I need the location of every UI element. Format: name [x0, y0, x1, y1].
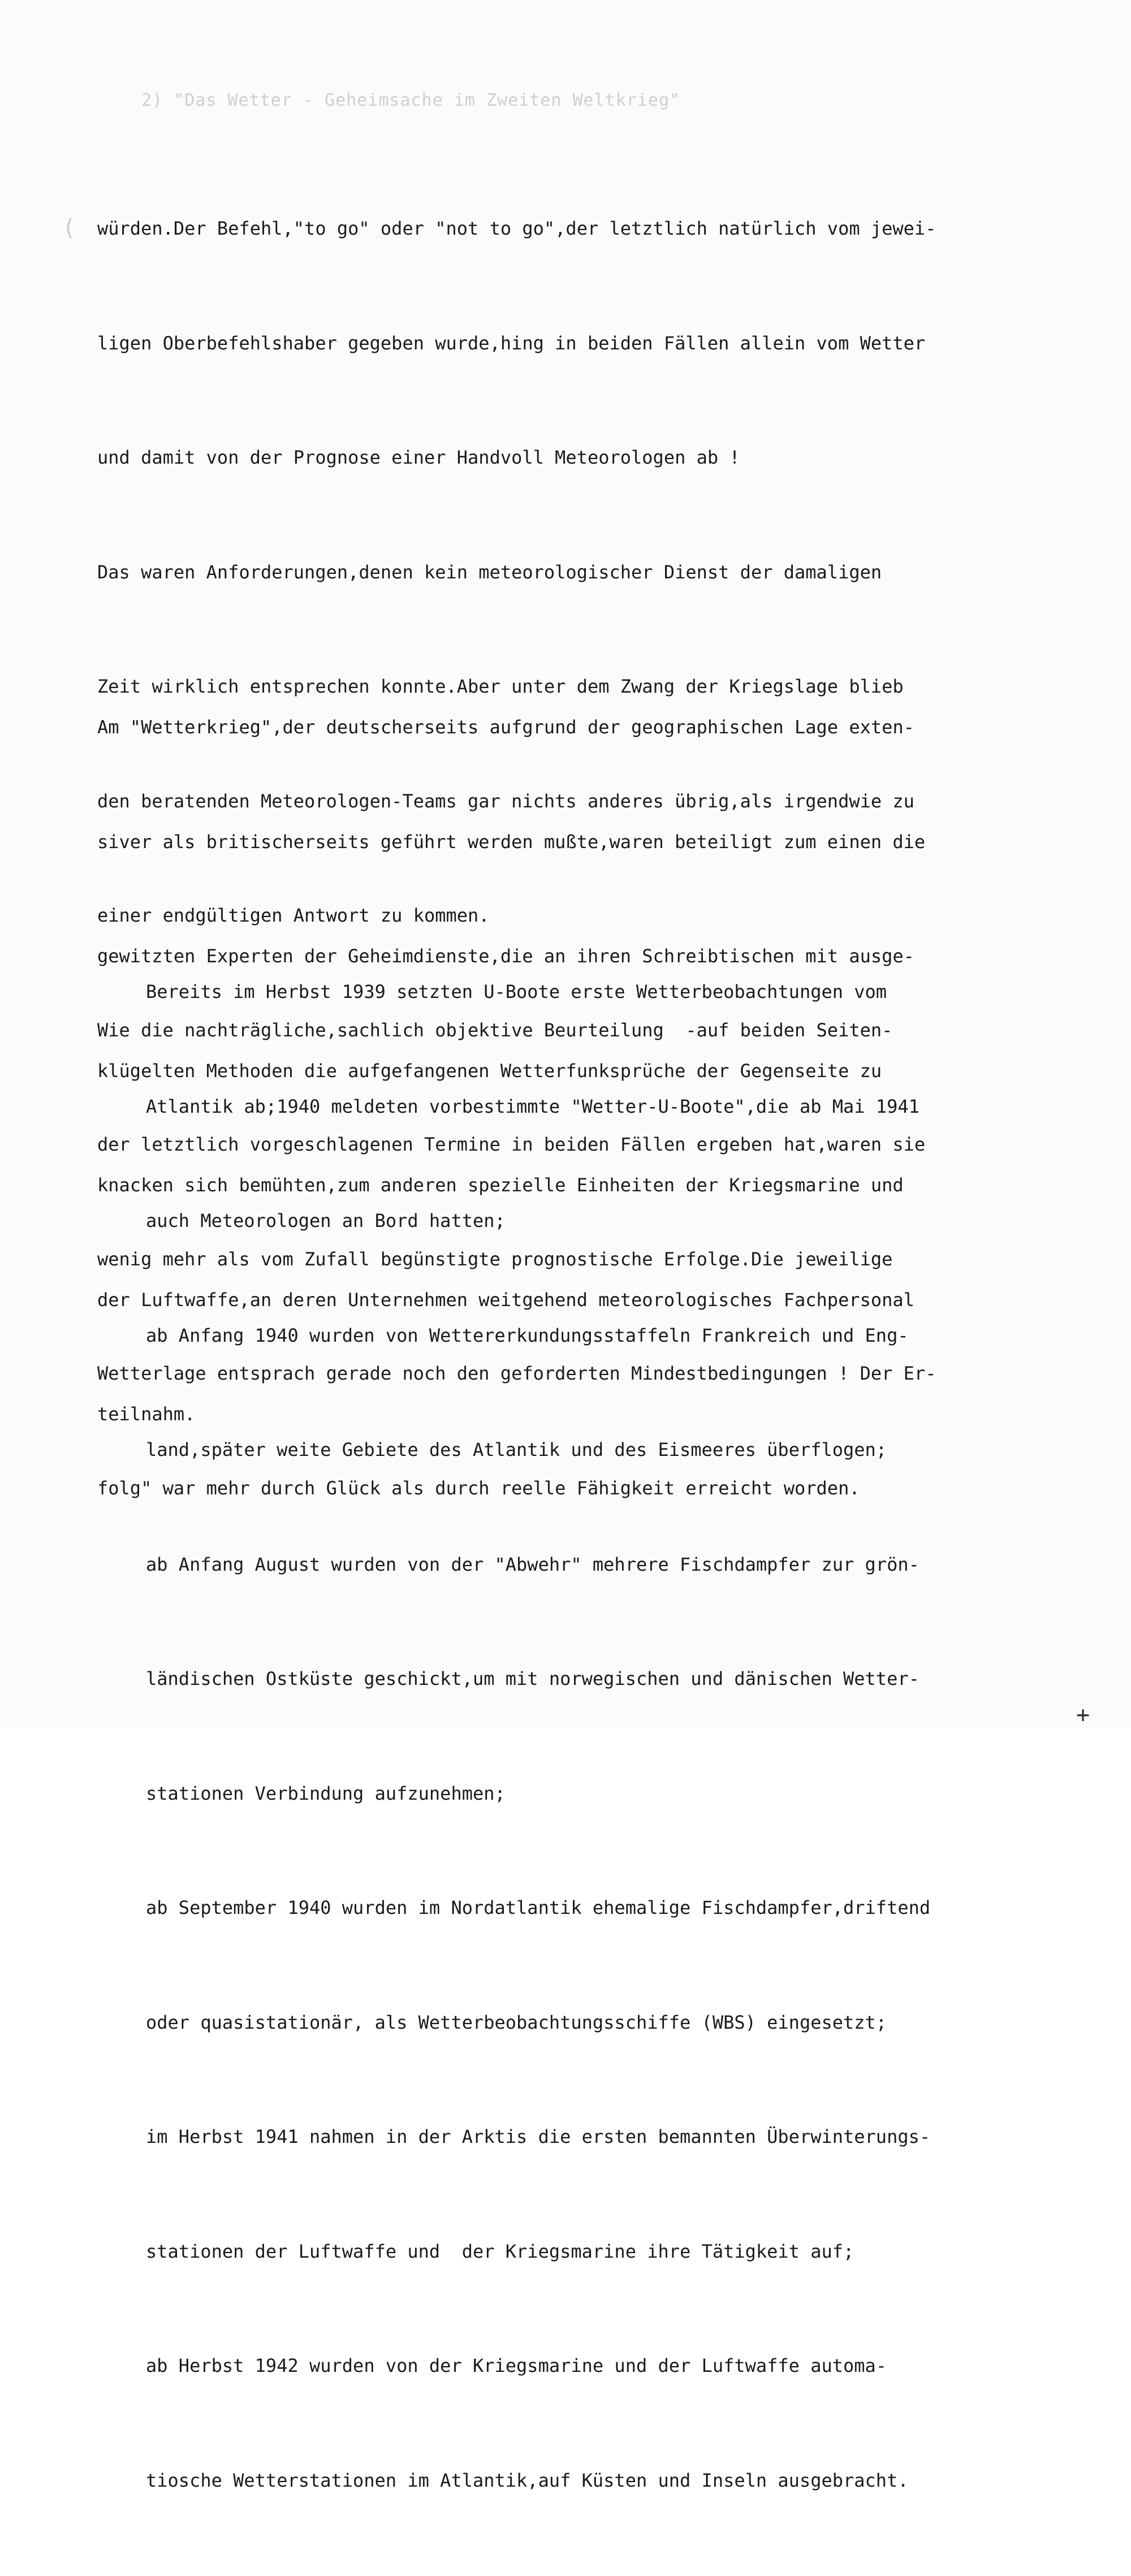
text-line: Atlantik ab;1940 meldeten vorbestimmte "Wetter-U-Boote",die ab Mai 1941: [146, 1095, 920, 1117]
text-line: Wetterlage entsprach gerade noch den geforderten Mindestbedingungen ! Der Er-: [97, 1363, 936, 1384]
text-line: ab Anfang 1940 wurden von Wettererkundungsstaffeln Frankreich und Eng-: [146, 1324, 909, 1346]
text-line: stationen der Luftwaffe und der Kriegsmarine ihre Tätigkeit auf;: [146, 2240, 854, 2262]
text-line: der Luftwaffe,an deren Unternehmen weitgehend meteorologisches Fachpersonal: [97, 1289, 914, 1311]
text-line: klügelten Methoden die aufgefangenen Wetterfunksprüche der Gegenseite zu: [97, 1060, 882, 1082]
text-line: ländischen Ostküste geschickt,um mit norwegischen und dänischen Wetter-: [146, 1668, 920, 1689]
text-line: ligen Oberbefehlshaber gegeben wurde,hing in beiden Fällen allein vom Wetter: [97, 332, 926, 354]
bleed-through-heading: 2) "Das Wetter - Geheimsache im Zweiten Weltkrieg": [141, 90, 681, 110]
text-line: auch Meteorologen an Bord hatten;: [146, 1210, 506, 1231]
text-line: den beratenden Meteorologen-Teams gar nichts anderes übrig,als irgendwie zu: [97, 790, 914, 812]
text-line: land,später weite Gebiete des Atlantik und des Eismeeres überflogen;: [146, 1439, 887, 1460]
text-line: oder quasistationär, als Wetterbeobachtungsschiffe (WBS) eingesetzt;: [146, 2011, 887, 2033]
text-line: Zeit wirklich entsprechen konnte.Aber unter dem Zwang der Kriegslage blieb: [97, 676, 904, 697]
text-line: Am "Wetterkrieg",der deutscherseits aufgrund der geographischen Lage exten-: [97, 716, 914, 738]
text-line: Wie die nachträgliche,sachlich objektive Beurteilung -auf beiden Seiten-: [97, 1019, 893, 1041]
text-line: Bereits im Herbst 1939 setzten U-Boote erste Wetterbeobachtungen vom: [146, 981, 887, 1002]
margin-bracket-mark: (: [62, 215, 76, 241]
text-line: knacken sich bemühten,zum anderen spezielle Einheiten der Kriegsmarine und: [97, 1174, 904, 1196]
text-line: folg" war mehr durch Glück als durch reelle Fähigkeit erreicht worden.: [97, 1477, 860, 1499]
text-line: im Herbst 1941 nahmen in der Arktis die ersten bemannten Überwinterungs-: [146, 2126, 931, 2147]
text-line: ab Anfang August wurden von der "Abwehr" mehrere Fischdampfer zur grön-: [146, 1553, 920, 1575]
text-line: würden.Der Befehl,"to go" oder "not to go",der letztlich natürlich vom jewei-: [97, 218, 936, 239]
text-line: tiosche Wetterstationen im Atlantik,auf Küsten und Inseln ausgebracht.: [146, 2469, 909, 2491]
text-line: ab Herbst 1942 wurden von der Kriegsmarine und der Luftwaffe automa-: [146, 2355, 887, 2376]
text-line: und damit von der Prognose einer Handvoll Meteorologen ab !: [97, 447, 740, 468]
text-line: siver als britischerseits geführt werden mußte,waren beteiligt zum einen die: [97, 831, 926, 853]
text-line: Das waren Anforderungen,denen kein meteorologischer Dienst der damaligen: [97, 561, 882, 583]
text-line: teilnahm.: [97, 1403, 196, 1425]
paragraph-operations-list: [146, 897, 1131, 2576]
text-line: gewitzten Experten der Geheimdienste,die an ihren Schreibtischen mit ausge-: [97, 945, 914, 967]
text-line: stationen Verbindung aufzunehmen;: [146, 1782, 506, 1804]
corner-mark: +: [1076, 1702, 1090, 1728]
text-line: der letztlich vorgeschlagenen Termine in beiden Fällen ergeben hat,waren sie: [97, 1134, 926, 1155]
text-line: einer endgültigen Antwort zu kommen.: [97, 905, 490, 926]
text-line: ab September 1940 wurden im Nordatlantik ehemalige Fischdampfer,driftend: [146, 1897, 931, 1918]
text-line: wenig mehr als vom Zufall begünstigte prognostische Erfolge.Die jeweilige: [97, 1248, 893, 1270]
